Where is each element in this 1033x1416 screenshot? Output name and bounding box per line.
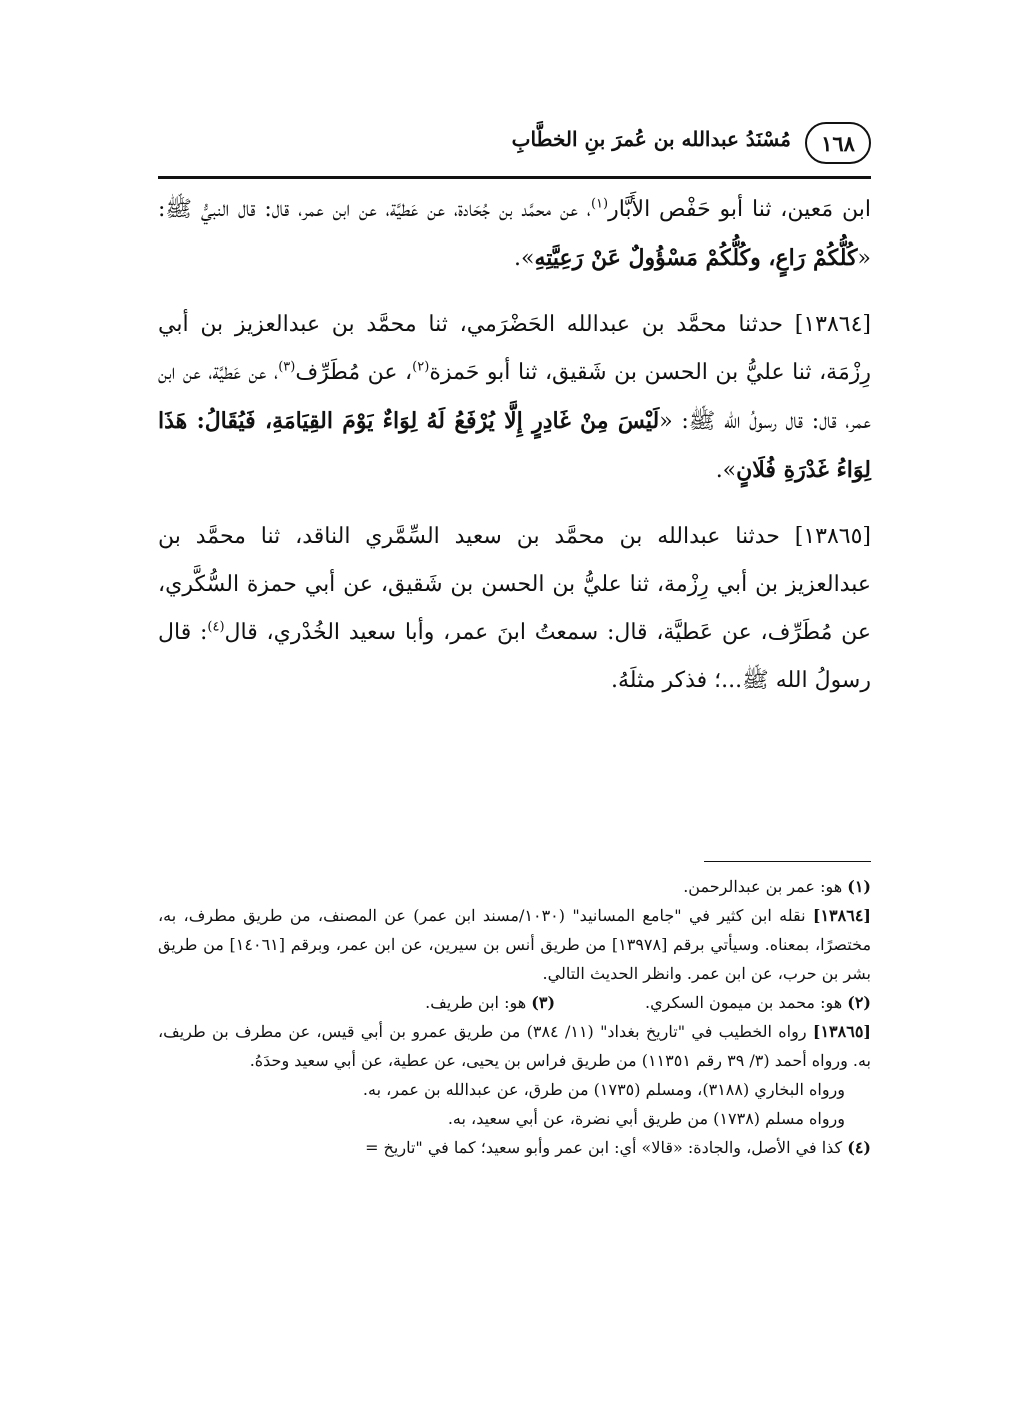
footnote-4 [158,1133,871,1162]
footnote-label: (٤) [847,1138,871,1157]
footnote-ref-4[interactable]: (٤) [207,619,225,635]
footnote-ref-2[interactable]: (٢) [412,359,430,375]
footnote-ref-1[interactable]: (١) [590,196,609,212]
hadith-text: كُلُّكُمْ رَاعٍ، وكُلُّكُمْ مَسْؤُولٌ عَنْ رَعِيَّتِهِ [534,245,858,271]
text: حدثنا محمَّد بن عبدالله الحَضْرَمي، ثنا محمَّد بن عبدالعزيز بن أبي رِزْمَة، ثنا عليُّ بن الحسن بن شَقيق، ثنا أبو حَمزة [158,312,872,385]
footnote-rule [704,861,871,862]
footnote-2 [645,988,871,1017]
hadith-number: [١٣٨٦٥] [794,524,871,549]
footnote-1 [158,872,871,901]
text: ، عن مُطَرِّف [295,360,413,385]
header-rule [158,176,871,179]
running-title: مُسْنَدُ عبدالله بن عُمرَ بنِ الخطَّابِ [511,127,791,151]
page-header [158,118,871,172]
footnote-text: رواه الخطيب في "تاريخ بغداد" (١١/ ٣٨٤) من طريق عمرو بن أبي قيس، عن مطرف بن طريف، به. ورواه أحمد (٣/ ٣٩ رقم ١١٣٥١) من طريق فراس بن يحيى، عن عطية، عن أبي سعيد وحدَهُ. [158,1022,871,1070]
footnote-13864 [158,901,871,988]
footnote-text: هو: ابن طريف. [425,993,532,1012]
main-text [158,186,871,705]
footnote-13865-continued: ورواه البخاري (٣١٨٨)، ومسلم (١٧٣٥) من طرق، عن عبدالله بن عمر، به. [362,1080,845,1099]
text: : قال رسولُ الله ﷺ...؛ فذكر مثلَهُ. [158,620,871,693]
footnote-label: (٣) [531,993,556,1012]
paragraph-13865 [158,513,871,705]
hadith-text: لَيْسَ مِنْ غَادِرٍ إِلَّا يُرْفَعُ لَهُ لِوَاءٌ يَوْمَ القِيَامَةِ، فَيُقَالُ: هَذَا لِوَاءُ غَدْرَةِ فُلَانٍ [158,408,871,483]
footnote-label: [١٣٨٦٥] [812,1022,871,1041]
text: ، عن عَطيَّة، عن ابن عمر، قال: قال رسولُ الله ﷺ: « [158,360,871,434]
footnote-2-3 [158,988,871,1017]
hadith-number: [١٣٨٦٤] [794,312,871,337]
text: ابن مَعين، ثنا أبو حَفْص الأَبَّار [608,197,871,222]
page-number: ١٦٨ [805,122,871,164]
footnote-label: (١) [847,877,871,896]
footnote-label: (٢) [847,993,871,1012]
text: حدثنا عبدالله بن محمَّد بن سعيد السِّمَّري الناقد، ثنا محمَّد بن عبدالعزيز بن أبي رِزْمة، ثنا عليُّ بن الحسن بن شَقيق، عن أبي حمزة السُّكَّري، عن مُطَرِّف، عن عَطيَّة، قال: سمعتُ ابنَ عمر، وأبا سعيد الخُدْري، قال [158,524,872,645]
footnote-text: هو: محمد بن ميمون السكري. [645,993,848,1012]
footnote-text: كذا في الأصل، والجادة: «قالا» أي: ابن عمر وأبو سعيد؛ كما في "تاريخ = [365,1138,848,1157]
footnote-ref-3[interactable]: (٣) [278,359,296,375]
footnote-13865 [158,1017,871,1075]
footnote-text: نقله ابن كثير في "جامع المسانيد" (١٠٣٠/مسند ابن عمر) عن المصنف، من طريق مطرف، به، مختصرًا، بمعناه. وسيأتي برقم [١٣٩٧٨] من طريق أنس بن سيرين، عن ابن عمر، وبرقم [١٤٠٦١] من طريق بشر بن حرب، عن ابن عمر. وانظر الحديث التالي. [158,906,872,983]
text: ». [514,246,535,271]
footnote-13865-continued: ورواه مسلم (١٧٣٨) من طريق أبي نضرة، عن أبي سعيد، به. [447,1109,845,1128]
footnote-label: [١٣٨٦٤] [812,906,871,925]
footnotes [158,872,871,1162]
text: ، عن محمَّد بن جُحَادة، عن عَطيَّة، عن ابن عمر، قال: قال النبيُّ ﷺ: « [158,197,871,271]
paragraph-1 [158,186,871,283]
footnote-text: هو: عمر بن عبدالرحمن. [683,877,848,896]
footnote-3 [425,988,555,1017]
text: ». [715,458,737,483]
paragraph-13864 [158,301,871,495]
